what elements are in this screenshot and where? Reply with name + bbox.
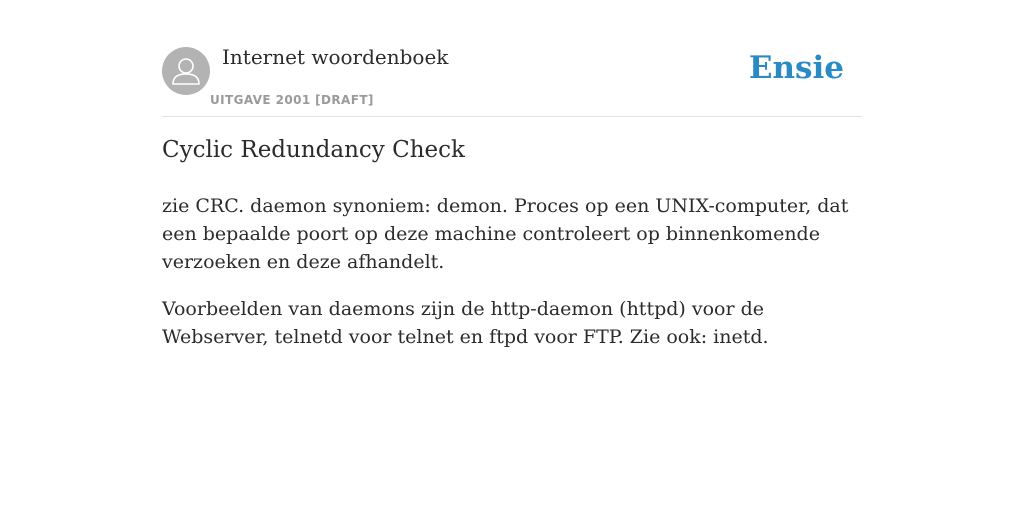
user-silhouette-icon[interactable] [162,47,210,95]
entry-paragraph: Voorbeelden van daemons zijn de http-daemon (httpd) voor de Webserver, telnetd voor telnet en ftpd voor FTP. Zie ook: inetd. [162,298,769,348]
dictionary-header [162,40,862,117]
entry-paragraph: zie CRC. daemon synoniem: demon. Proces op een UNIX-computer, dat een bepaalde poort op deze machine controleert op binnenkomende verzoeken en deze afhandelt. [162,195,849,273]
ensie-logo-link[interactable]: Ensie [748,50,844,86]
dictionary-title[interactable]: Internet woordenboek [222,45,449,69]
entry-title: Cyclic Redundancy Check [162,137,465,163]
edition-label: UITGAVE 2001 [DRAFT] [210,93,374,107]
